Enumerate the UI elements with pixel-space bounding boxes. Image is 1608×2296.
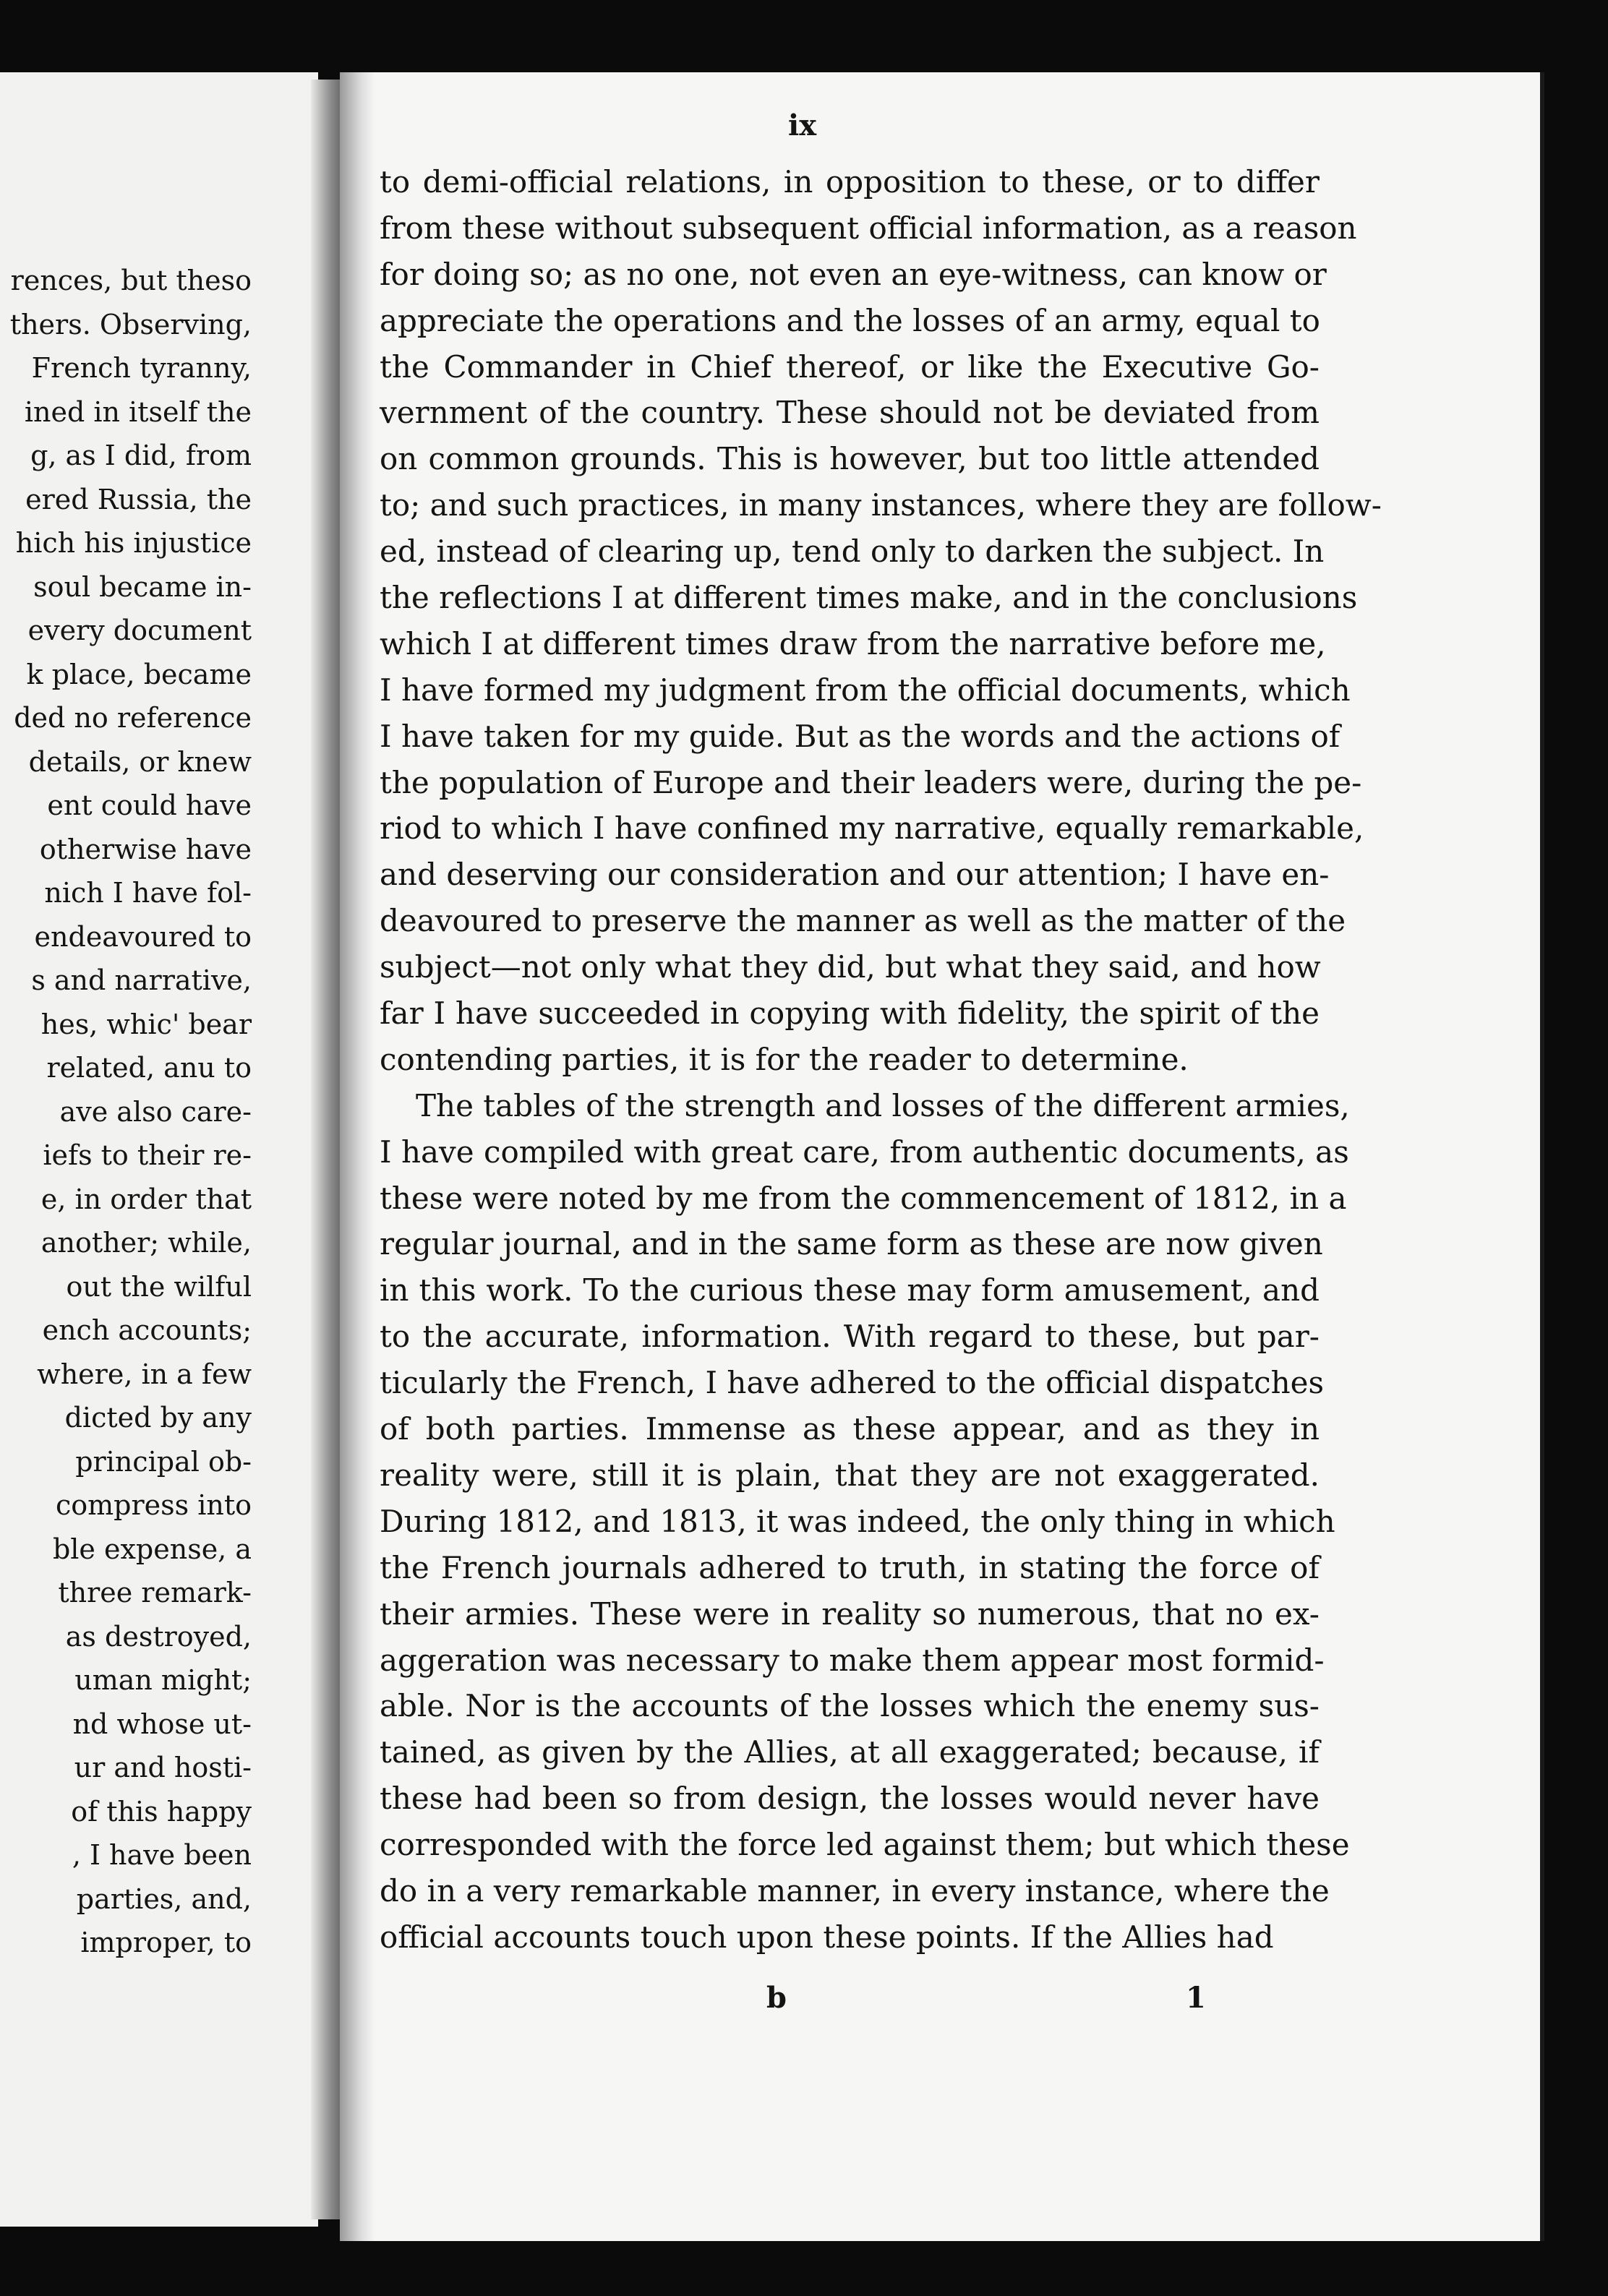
left-page-text (0, 259, 252, 1965)
left-page-line: as destroyed, (65, 1620, 252, 1653)
left-page-line: of this happy (71, 1795, 252, 1828)
body-line: riod to which I have confined my narrative, equally remarkable, (380, 810, 1364, 847)
left-page-line: hich his injustice (15, 527, 252, 559)
left-page (0, 72, 318, 2227)
left-page-line: e, in order that (40, 1183, 252, 1215)
left-page-line: ined in itself the (24, 395, 252, 428)
left-page-line: every document (27, 614, 252, 646)
body-line: tained, as given by the Allies, at all exaggerated; because, if (380, 1734, 1320, 1770)
left-page-line: ent could have (47, 789, 252, 821)
left-page-line: ered Russia, the (25, 483, 252, 515)
body-line: reality were, still it is plain, that they are not exaggerated. (380, 1457, 1320, 1493)
left-page-line: parties, and, (76, 1882, 252, 1915)
left-page-line: nich I have fol- (44, 877, 252, 909)
body-line: to; and such practices, in many instances, where they are follow- (380, 487, 1382, 523)
left-page-line: dicted by any (64, 1402, 252, 1434)
body-line: their armies. These were in reality so numerous, that no ex- (380, 1595, 1320, 1632)
left-page-line: another; while, (40, 1227, 252, 1259)
left-page-line: ur and hosti- (74, 1752, 252, 1783)
body-line: ed, instead of clearing up, tend only to darken the subject. In (380, 534, 1325, 570)
body-line: subject—not only what they did, but what they said, and how (380, 949, 1321, 985)
left-page-line: ench accounts; (42, 1314, 252, 1346)
body-line: aggeration was necessary to make them appear most formid- (380, 1642, 1325, 1678)
body-line: the Commander in Chief thereof, or like the Executive Go- (380, 348, 1320, 385)
left-page-line: uman might; (74, 1664, 252, 1696)
body-line: vernment of the country. These should not be deviated from (380, 395, 1320, 431)
left-page-line: rences, but theso (10, 265, 252, 296)
body-line: ticularly the French, I have adhered to the official dispatches (380, 1365, 1325, 1401)
left-page-line: details, or knew (28, 745, 252, 778)
body-line: I have formed my judgment from the official documents, which (380, 672, 1351, 708)
body-line: to the accurate, information. With regard to these, but par- (380, 1319, 1320, 1355)
left-page-line: endeavoured to (34, 920, 252, 953)
body-line: of both parties. Immense as these appear, and as they in (380, 1411, 1320, 1447)
body-line: During 1812, and 1813, it was indeed, the only thing in which (380, 1503, 1335, 1539)
left-page-line: hes, whic' bear (40, 1008, 252, 1040)
body-line: I have taken for my guide. But as the words and the actions of (380, 718, 1340, 754)
body-line: do in a very remarkable manner, in every instance, where the (380, 1872, 1330, 1909)
left-page-line: , I have been (72, 1839, 252, 1871)
left-page-line: ded no reference (14, 702, 252, 734)
body-line: these were noted by me from the commencement of 1812, in a (380, 1180, 1347, 1216)
body-line: to demi-official relations, in opposition to these, or to differ (380, 164, 1320, 200)
body-line: for doing so; as no one, not even an eye-witness, can know or (380, 256, 1327, 292)
left-page-line: improper, to (80, 1927, 252, 1958)
body-text (380, 159, 1382, 1961)
left-page-line: ave also care- (59, 1095, 252, 1128)
body-line: corresponded with the force led against them; but which these (380, 1827, 1350, 1863)
body-line: The tables of the strength and losses of the different armies, (416, 1087, 1350, 1123)
body-line: appreciate the operations and the losses of an army, equal to (380, 302, 1320, 338)
body-line: the reflections I at different times make, and in the conclusions (380, 580, 1358, 616)
left-page-line: soul became in- (33, 570, 252, 603)
page-number: ix (788, 108, 817, 142)
body-line: the French journals adhered to truth, in stating the force of (380, 1549, 1320, 1585)
left-page-line: related, anu to (46, 1052, 252, 1084)
body-line: able. Nor is the accounts of the losses which the enemy sus- (380, 1688, 1320, 1724)
catchword: 1 (1186, 1981, 1206, 2015)
body-line: I have compiled with great care, from authentic documents, as (380, 1134, 1349, 1170)
left-page-line: three remark- (58, 1577, 252, 1609)
body-line: from these without subsequent official information, as a reason (380, 210, 1357, 246)
left-page-line: out the wilful (66, 1270, 252, 1303)
body-line: contending parties, it is for the reader to determine. (380, 1041, 1189, 1077)
left-page-line: French tyranny, (31, 352, 252, 384)
body-line: in this work. To the curious these may form amusement, and (380, 1272, 1320, 1308)
left-page-line: where, in a few (37, 1358, 252, 1390)
left-page-line: principal ob- (75, 1445, 252, 1478)
body-line: which I at different times draw from the narrative before me, (380, 625, 1326, 661)
left-page-line: thers. Observing, (9, 308, 252, 340)
left-page-line: k place, became (26, 658, 252, 690)
body-line: regular journal, and in the same form as these are now given (380, 1226, 1323, 1262)
body-line: far I have succeeded in copying with fidelity, the spirit of the (380, 995, 1320, 1032)
left-page-line: otherwise have (39, 833, 252, 865)
left-page-line: ble expense, a (52, 1533, 252, 1565)
body-line: the population of Europe and their leaders were, during the pe- (380, 764, 1362, 800)
left-page-line: compress into (55, 1489, 252, 1521)
signature-mark: b (766, 1981, 787, 2015)
body-line: these had been so from design, the losses would never have (380, 1781, 1320, 1817)
body-line: on common grounds. This is however, but too little attended (380, 441, 1320, 477)
left-page-line: nd whose ut- (72, 1708, 252, 1740)
body-line: official accounts touch upon these points. If the Allies had (380, 1919, 1274, 1955)
body-line: and deserving our consideration and our attention; I have en- (380, 857, 1330, 893)
left-page-line: g, as I did, from (30, 440, 252, 471)
left-page-line: iefs to their re- (43, 1139, 252, 1171)
body-line: deavoured to preserve the manner as well as the matter of the (380, 903, 1346, 939)
left-page-line: s and narrative, (31, 964, 252, 996)
